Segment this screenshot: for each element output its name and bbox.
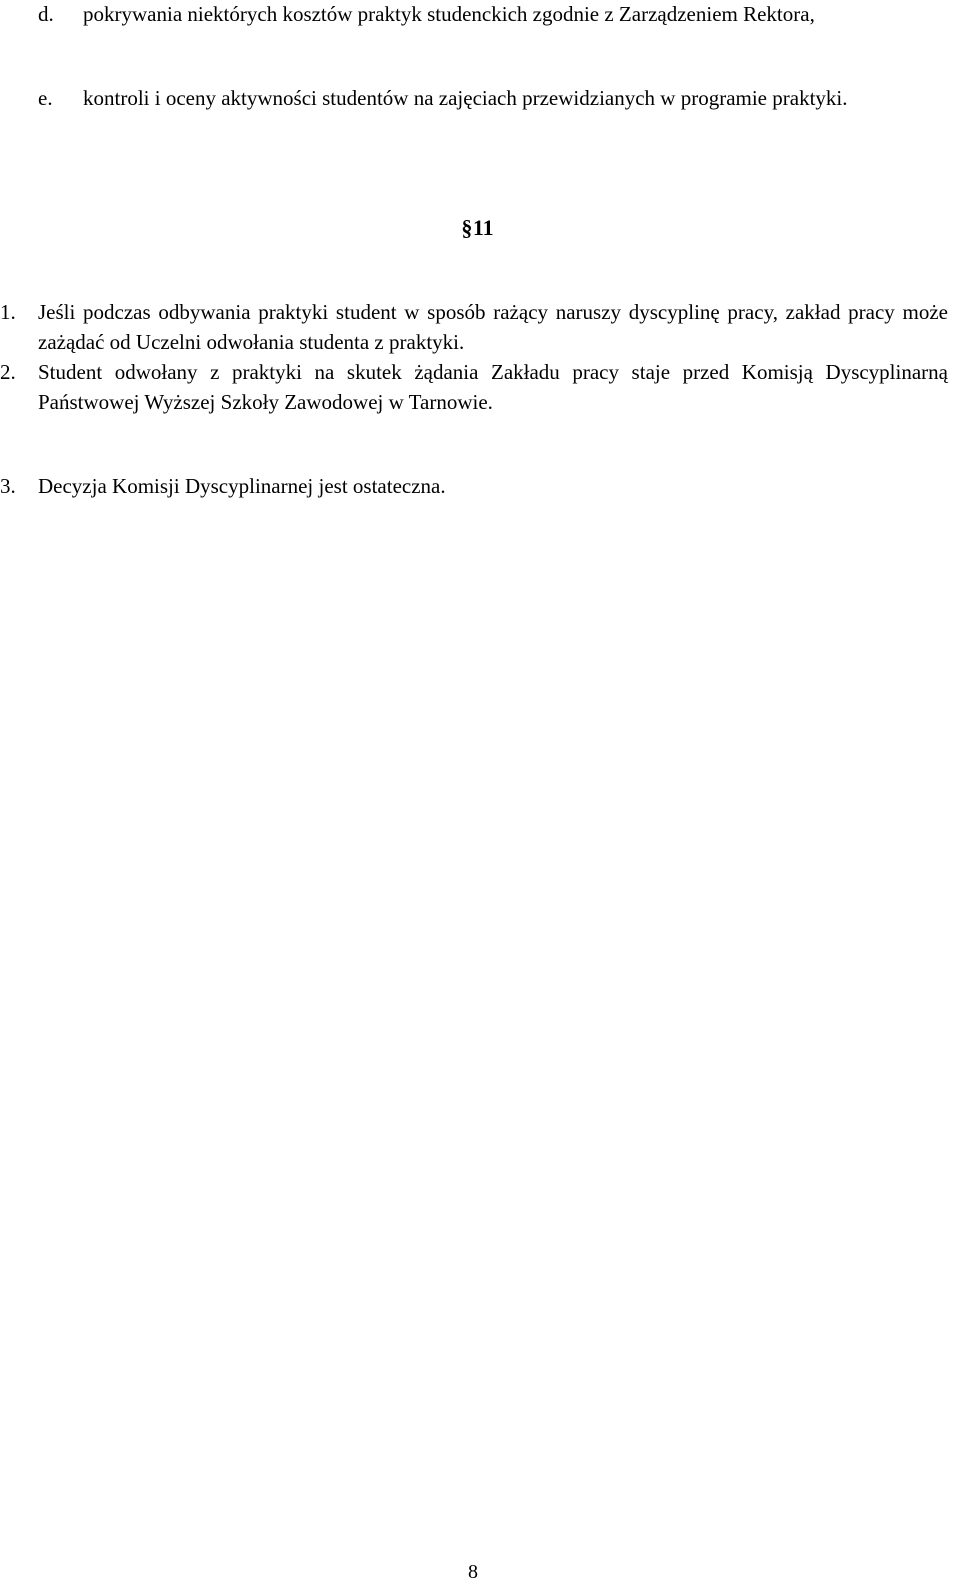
list-marker: 2. (0, 360, 16, 384)
list-item-text: Jeśli podczas odbywania praktyki student w sposób rażący naruszy dyscyplinę pracy, zakład pracy może zażądać od Uczelni odwołania studenta z praktyki. (38, 300, 948, 354)
list-item-text: pokrywania niektórych kosztów praktyk studenckich zgodnie z Zarządzeniem Rektora, (83, 2, 815, 26)
section-heading (0, 214, 960, 242)
list-item-text: kontroli i oceny aktywności studentów na zajęciach przewidzianych w programie praktyki. (83, 86, 848, 110)
list-marker: 1. (0, 300, 16, 324)
numbered-item-3 (0, 471, 948, 501)
list-marker: e. (38, 86, 53, 110)
list-item-e (38, 84, 948, 112)
section-symbol: § (461, 215, 473, 240)
numbered-item-1 (0, 297, 948, 357)
list-item-d (38, 0, 948, 28)
section-number: 11 (472, 215, 494, 240)
list-marker: d. (38, 2, 54, 26)
page-number: 8 (468, 1561, 478, 1583)
list-item-text: Decyzja Komisji Dyscyplinarnej jest ostateczna. (38, 474, 446, 498)
numbered-item-2 (0, 357, 948, 417)
list-marker: 3. (0, 474, 16, 498)
list-item-text: Student odwołany z praktyki na skutek żądania Zakładu pracy staje przed Komisją Dyscyplinarną Państwowej Wyższej Szkoły Zawodowej w Tarnowie. (38, 360, 948, 414)
